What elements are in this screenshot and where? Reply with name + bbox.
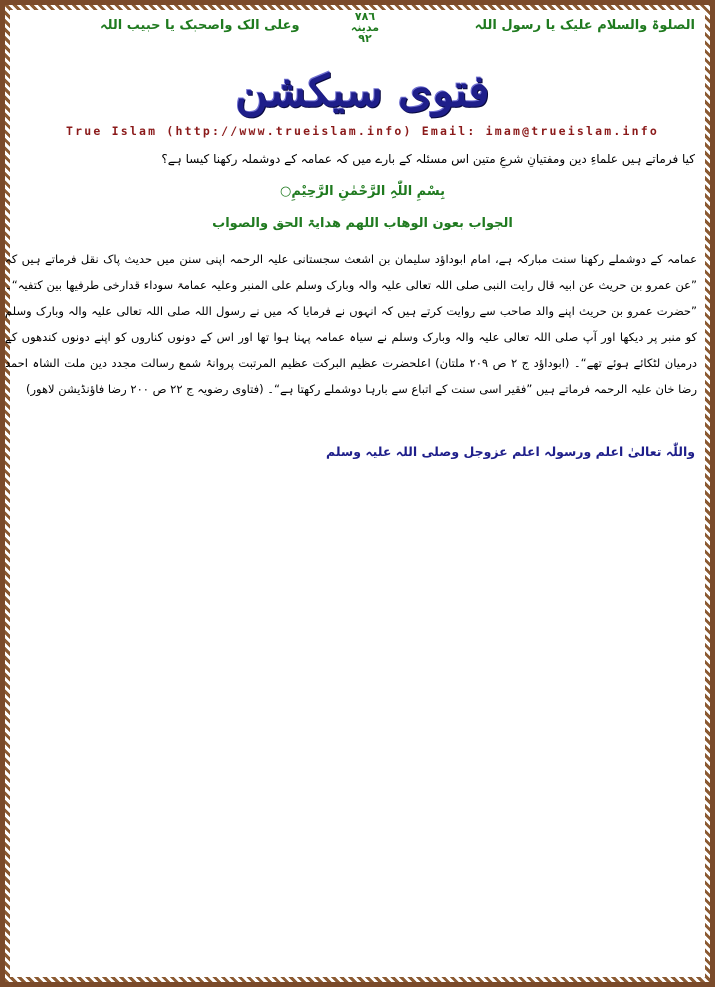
closing-line: واللّٰہ تعالیٰ اعلم ورسولہ اعلم عزوجل وصلی اللہ علیہ وسلم xyxy=(326,444,695,459)
salutation-right: الصلوۃ والسلام علیک یا رسول اللہ xyxy=(474,18,695,33)
answer-body: عمامہ کے دوشملے رکھنا سنت مبارکہ ہے، امام ابوداؤد سلیمان بن اشعث سجستانی علیہ الرحمہ اپنی سنن میں حدیث پاک نقل فرماتے ہیں کہ ”عن عمرو بن حریث عن ابیہ قال رایت النبی صلی اللہ تعالی علیہ والہ وبارک وسلم علی المنبر وعلیہ عمامۃ سوداء قدارخی طرفیھا بین کتفیہ“۔ ”حضرت عمرو بن حریث اپنے والد صاحب سے روایت کرتے ہیں کہ انہوں نے فرمایا کہ میں نے رسول اللہ صلی اللہ تعالی علیہ والہ وبارک وسلم کو منبر پر دیکھا اور آپ صلی اللہ تعالی علیہ والہ وبارک وسلم نے سیاہ عمامہ پہنا ہوا تھا اور اس کے دونوں کناروں کو اپنے دونوں کندھوں کے درمیان لٹکائے ہوئے تھے“۔ (ابوداؤد ج ٢ ص ٢٠٩ ملتان) اعلحضرت عظیم البرکت عظیم المرتبت پروانۂ شمع رسالت مجدد دین ملت الشاہ احمد رضا خان علیہ الرحمہ فرماتے ہیں ”فقیر اسی سنت کے اتباع سے بارہا دوشملے رکھتا ہے“۔ (فتاوی رضویہ ج ٢٢ ص ٢٠٠ رضا فاؤنڈیشن لاھور) xyxy=(5,252,698,396)
serial-mid: مدینہ xyxy=(350,21,380,34)
fatwa-section-logo: فتوی سیکشن xyxy=(235,66,490,117)
serial-mark xyxy=(345,11,385,44)
page-content xyxy=(5,10,705,977)
salutation-left: وعلی الک واصحبک یا حبیب اللہ xyxy=(100,18,300,33)
serial-top: ٧٨٦ xyxy=(354,10,376,23)
answer-heading: الجواب بعون الوھاب اللھم ھدایۃ الحق والصواب xyxy=(212,216,513,231)
contact-line[interactable]: True Islam (http://www.trueislam.info) Email: imam@trueislam.info xyxy=(65,124,660,138)
serial-bottom: ٩٢ xyxy=(358,32,372,45)
question-text: کیا فرماتے ہیں علماءِ دین ومفتیانِ شرعِ متین اس مسئلہ کے بارے میں کہ عمامہ کے دوشملہ رکھنا کیسا ہے؟ xyxy=(161,152,695,166)
bismillah: بِسْمِ اللّٰہِ الرَّحْمٰنِ الرَّحِیْمِ○ xyxy=(280,184,445,199)
